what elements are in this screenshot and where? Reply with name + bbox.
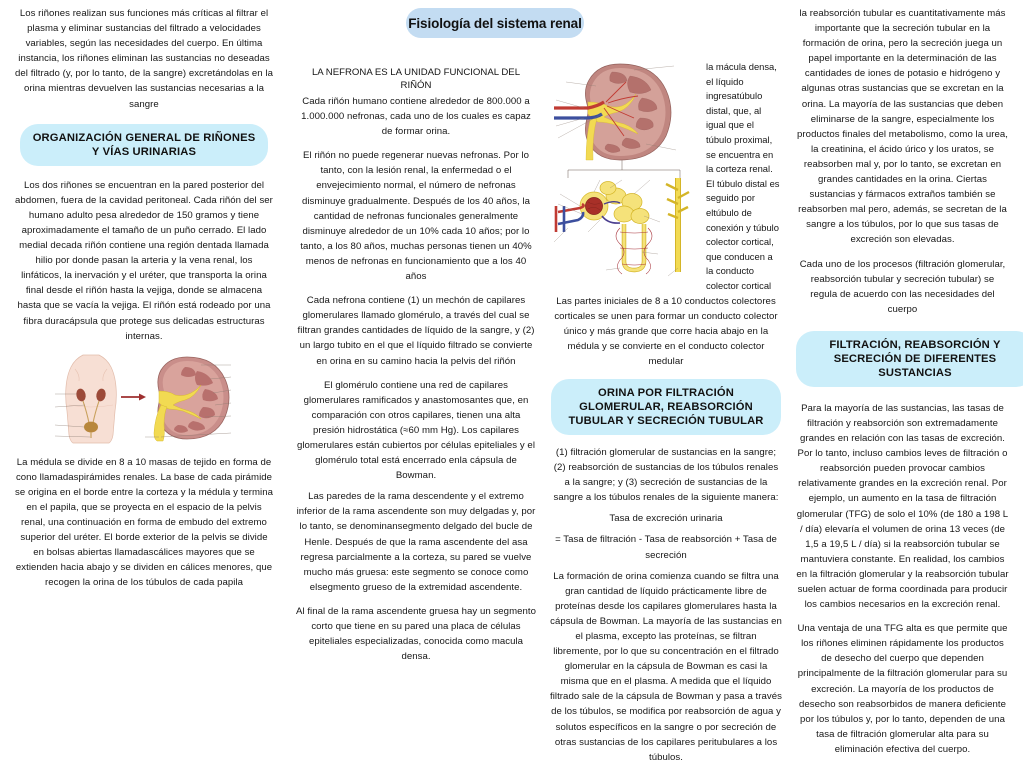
page-title-banner xyxy=(406,8,584,38)
col1-paragraph-1: Los dos riñones se encuentran en la pared posterior del abdomen, fuera de la cavidad peritoneal. Cada riñón del ser humano adulto pesa alrededor de 150 gramos y tiene aproximadamente el tamaño de un puño cerrado. El lado medial decada riñón contiene una región dentada llamada hilio por donde pasan la arteria y la vena renal, los linfáticos, la inervación y el uréter, que transporta la orina final desde el riñón hasta la vejiga, donde se almacena hasta que se vacía la vejiga. El riñón está rodeado por una fibra duracápsula que protege sus delicadas estructuras internas. xyxy=(15,179,273,342)
page-title: Fisiología del sistema renal xyxy=(408,15,582,31)
col2-paragraph-4: El glomérulo contiene una red de capilares glomerulares ramificados y anastomosantes que, en comparación con otros capilares, tienen una alta presión hidrostática (≈60 mm Hg). Los capilares glomerulares están cubiertos por células epiteliales y el glomérulo total está encerrado enla cápsula de Bowman. xyxy=(296,379,536,482)
column-4 xyxy=(786,0,1023,755)
col3-paragraph-2: (1) filtración glomerular de sustancias en la sangre; (2) reabsorción de sustancias de los túbulos renales a la sangre; y (3) secreción de sustancias de la sangre a los túbulos renales de la siguiente manera: xyxy=(553,446,779,504)
col4-paragraph-3: Para la mayoría de las sustancias, las tasas de filtración y reabsorción son extremadamente grandes en relación con las tasas de excreción. Por lo tanto, incluso cambios leves de filtración o reabsorción pueden provocar cambios relativamente grandes en la excreción renal. Por ejemplo, un aumento en la tasa de filtración glomerular (TFG) de solo el 10% (de 180 a 198 L / día) elevaría el volumen de orina 13 veces (de 1,5 a 19,5 L / día) si la reabsorción tubular se mantuviera constante. En realidad, los cambios en la filtración glomerular y la reabsorción tubular suelen actuar de forma coordinada para producir los cambios necesarios en la excreción renal. xyxy=(796,402,1009,611)
col4-paragraph-4: Una ventaja de una TFG alta es que permite que los riñones eliminen rápidamente los productos de desecho del cuerpo que dependen principalmente de la filtración glomerular para su excreción. La mayoría de los productos de desecho son reabsorbidos de manera deficiente por los túbulos y, por lo tanto, dependen de una tasa de filtración glomerular alta para su eliminación efectiva del cuerpo. xyxy=(797,623,1008,755)
col2-paragraph-2: El riñón no puede regenerar nuevas nefronas. Por lo tanto, con la lesión renal, la enfermedad o el envejecimiento normal, el número de nefronas disminuye gradualmente. Después de los 40 años, la cantidad de nefronas funcionales generalmente disminuye alrededor de un 10% cada 10 años; por lo tanto, a los 80 años, muchas personas tienen un 40% menos de nefronas en funcionamiento que a los 40 años xyxy=(300,150,532,283)
column-2 xyxy=(288,0,544,663)
col2-paragraph-6: Al final de la rama ascendente gruesa hay un segmento corto que tiene en su pared una placa de células epiteliales especializadas, conocida como macula densa. xyxy=(296,605,536,663)
col2-paragraph-3: Cada nefrona contiene (1) un mechón de capilares glomerulares llamado glomérulo, a través del cual se filtran grandes cantidades de líquido de la sangre, y (2) un largo tubito en el que el líquido filtrado se convierte en orina en su camino hacia la pelvis del riñón xyxy=(297,295,535,367)
torso-illustration xyxy=(66,355,117,443)
col4-paragraph-1: la reabsorción tubular es cuantitativamente más importante que la secreción tubular en la formación de orina, pero la secreción juega un papel importante en la determinación de las cantidades de iones de potasio e hidrógeno y algunas otras sustancias que se excretan en la orina. La mayoría de las sustancias que deben eliminarse de la sangre, especialmente los productos finales del metabolismo, como la urea, la creatinina, el ácido úrico y los uratos, se reabsorben mal y, por lo tanto, se excretan en grandes cantidades en la orina. Ciertas sustancias y fármacos extraños también se reabsorben mal pero, además, se secretan de la sangre a los túbulos, por lo que sus tasas de excreción son elevadas. xyxy=(797,8,1008,246)
kidney-vasculature xyxy=(554,64,676,160)
section-heading-label: ORGANIZACIÓN GENERAL DE RIÑONES Y VÍAS URINARIAS xyxy=(32,131,256,158)
col3-formula-line-2: = Tasa de filtración - Tasa de reabsorción + Tasa de secreción xyxy=(555,534,777,561)
section-heading-organizacion-general xyxy=(20,124,268,166)
col1-intro-paragraph: Los riñones realizan sus funciones más críticas al filtrar el plasma y eliminar sustancias del filtrado a velocidades variables, según las necesidades del cuerpo. En última instancia, los riñones eliminan las sustancias no deseadas del filtrado (y, por lo tanto, de la sangre) excretándolas en la orina mientras devuelven las sustancias necesarias a la sangre xyxy=(15,8,273,110)
col2-paragraph-5: Las paredes de la rama descendente y el extremo inferior de la rama ascendente son muy delgadas y, por lo tanto, se denominansegmento delgado del bucle de Henle. Después de que la rama ascendente del asa regresa parcialmente a la corteza, su pared se vuelve mucho más gruesa: este segmento se conoce como elsegmento grueso de la extremidad ascendente. xyxy=(296,491,536,593)
urinary-system-figure xyxy=(35,353,253,445)
nephron-diagram xyxy=(554,178,689,276)
col3-paragraph-3: La formación de orina comienza cuando se filtra una gran cantidad de líquido prácticamente libre de proteínas desde los capilares glomerulares hasta la cápsula de Bowman. La mayoría de las sustancias en el plasma, excepto las proteínas, se filtran libremente, por lo que su concentración en el filtrado glomerular en la cápsula de Bowman es casi la misma que en el plasma. A medida que el líquido filtrado sale de la cápsula de Bowman y pasa a través de los túbulos, se modifica por reabsorción de agua y solutos específicos en la sangre o por secreción de otras sustancias de los capilares peritubulares a los túbulos. xyxy=(550,570,782,763)
kidney-cross-section xyxy=(154,357,229,441)
column-3 xyxy=(544,0,786,763)
column-1 xyxy=(0,0,288,640)
col3-side-note: la mácula densa, el líquido ingresatúbulo distal, que, al igual que el túbulo proximal, se encuentra en la corteza renal. El túbulo distal es seguido por eltúbulo de conexión y túbulo colector cortical, que conducen a la conducto colector cortical xyxy=(706,61,780,291)
transition-arrow xyxy=(121,393,146,400)
kidney-nephron-figure xyxy=(550,56,702,282)
section-heading-orina-filtracion xyxy=(551,379,781,435)
section-heading-filtracion-reabsorcion xyxy=(796,331,1023,387)
col1-paragraph-2: La médula se divide en 8 a 10 masas de tejido en forma de cono llamadaspirámides renales. La base de cada pirámide se origina en el borde entre la corteza y la médula y termina en el papila, que se proyecta en el espacio de la pelvis renal, una continuación en forma de embudo del extremo superior del uréter. El borde exterior de la pelvis se divide en bolsas abiertas llamadascálices mayores que se extienden hacia abajo y se dividen en cálices menores, que recogen la orina de los túbulos de cada papila xyxy=(15,456,273,589)
col2-heading: LA NEFRONA ES LA UNIDAD FUNCIONAL DEL RIÑÓN xyxy=(311,67,521,91)
urinary-system-svg xyxy=(35,353,253,445)
section-heading-label: FILTRACIÓN, REABSORCIÓN Y SECRECIÓN DE DIFERENTES SUSTANCIAS xyxy=(829,338,1001,379)
nephron-figure-row xyxy=(550,56,782,294)
kidney-nephron-svg xyxy=(550,56,702,282)
col2-paragraph-1: Cada riñón humano contiene alrededor de 800.000 a 1.000.000 nefronas, cada uno de los cuales es capaz de formar orina. xyxy=(301,96,531,138)
section-heading-label: ORINA POR FILTRACIÓN GLOMERULAR, REABSORCIÓN TUBULAR Y SECRECIÓN TUBULAR xyxy=(568,386,764,427)
col3-paragraph-1: Las partes iniciales de 8 a 10 conductos colectores corticales se unen para formar un conducto colector único y más grande que corre hacia abajo en la médula y se convierte en el conducto colector medular xyxy=(554,295,778,367)
col3-formula-line-1: Tasa de excreción urinaria xyxy=(609,513,723,525)
col4-paragraph-2: Cada uno de los procesos (filtración glomerular, reabsorción tubular y secreción tubular) se regula de acuerdo con las necesidades del cuerpo xyxy=(799,258,1006,315)
